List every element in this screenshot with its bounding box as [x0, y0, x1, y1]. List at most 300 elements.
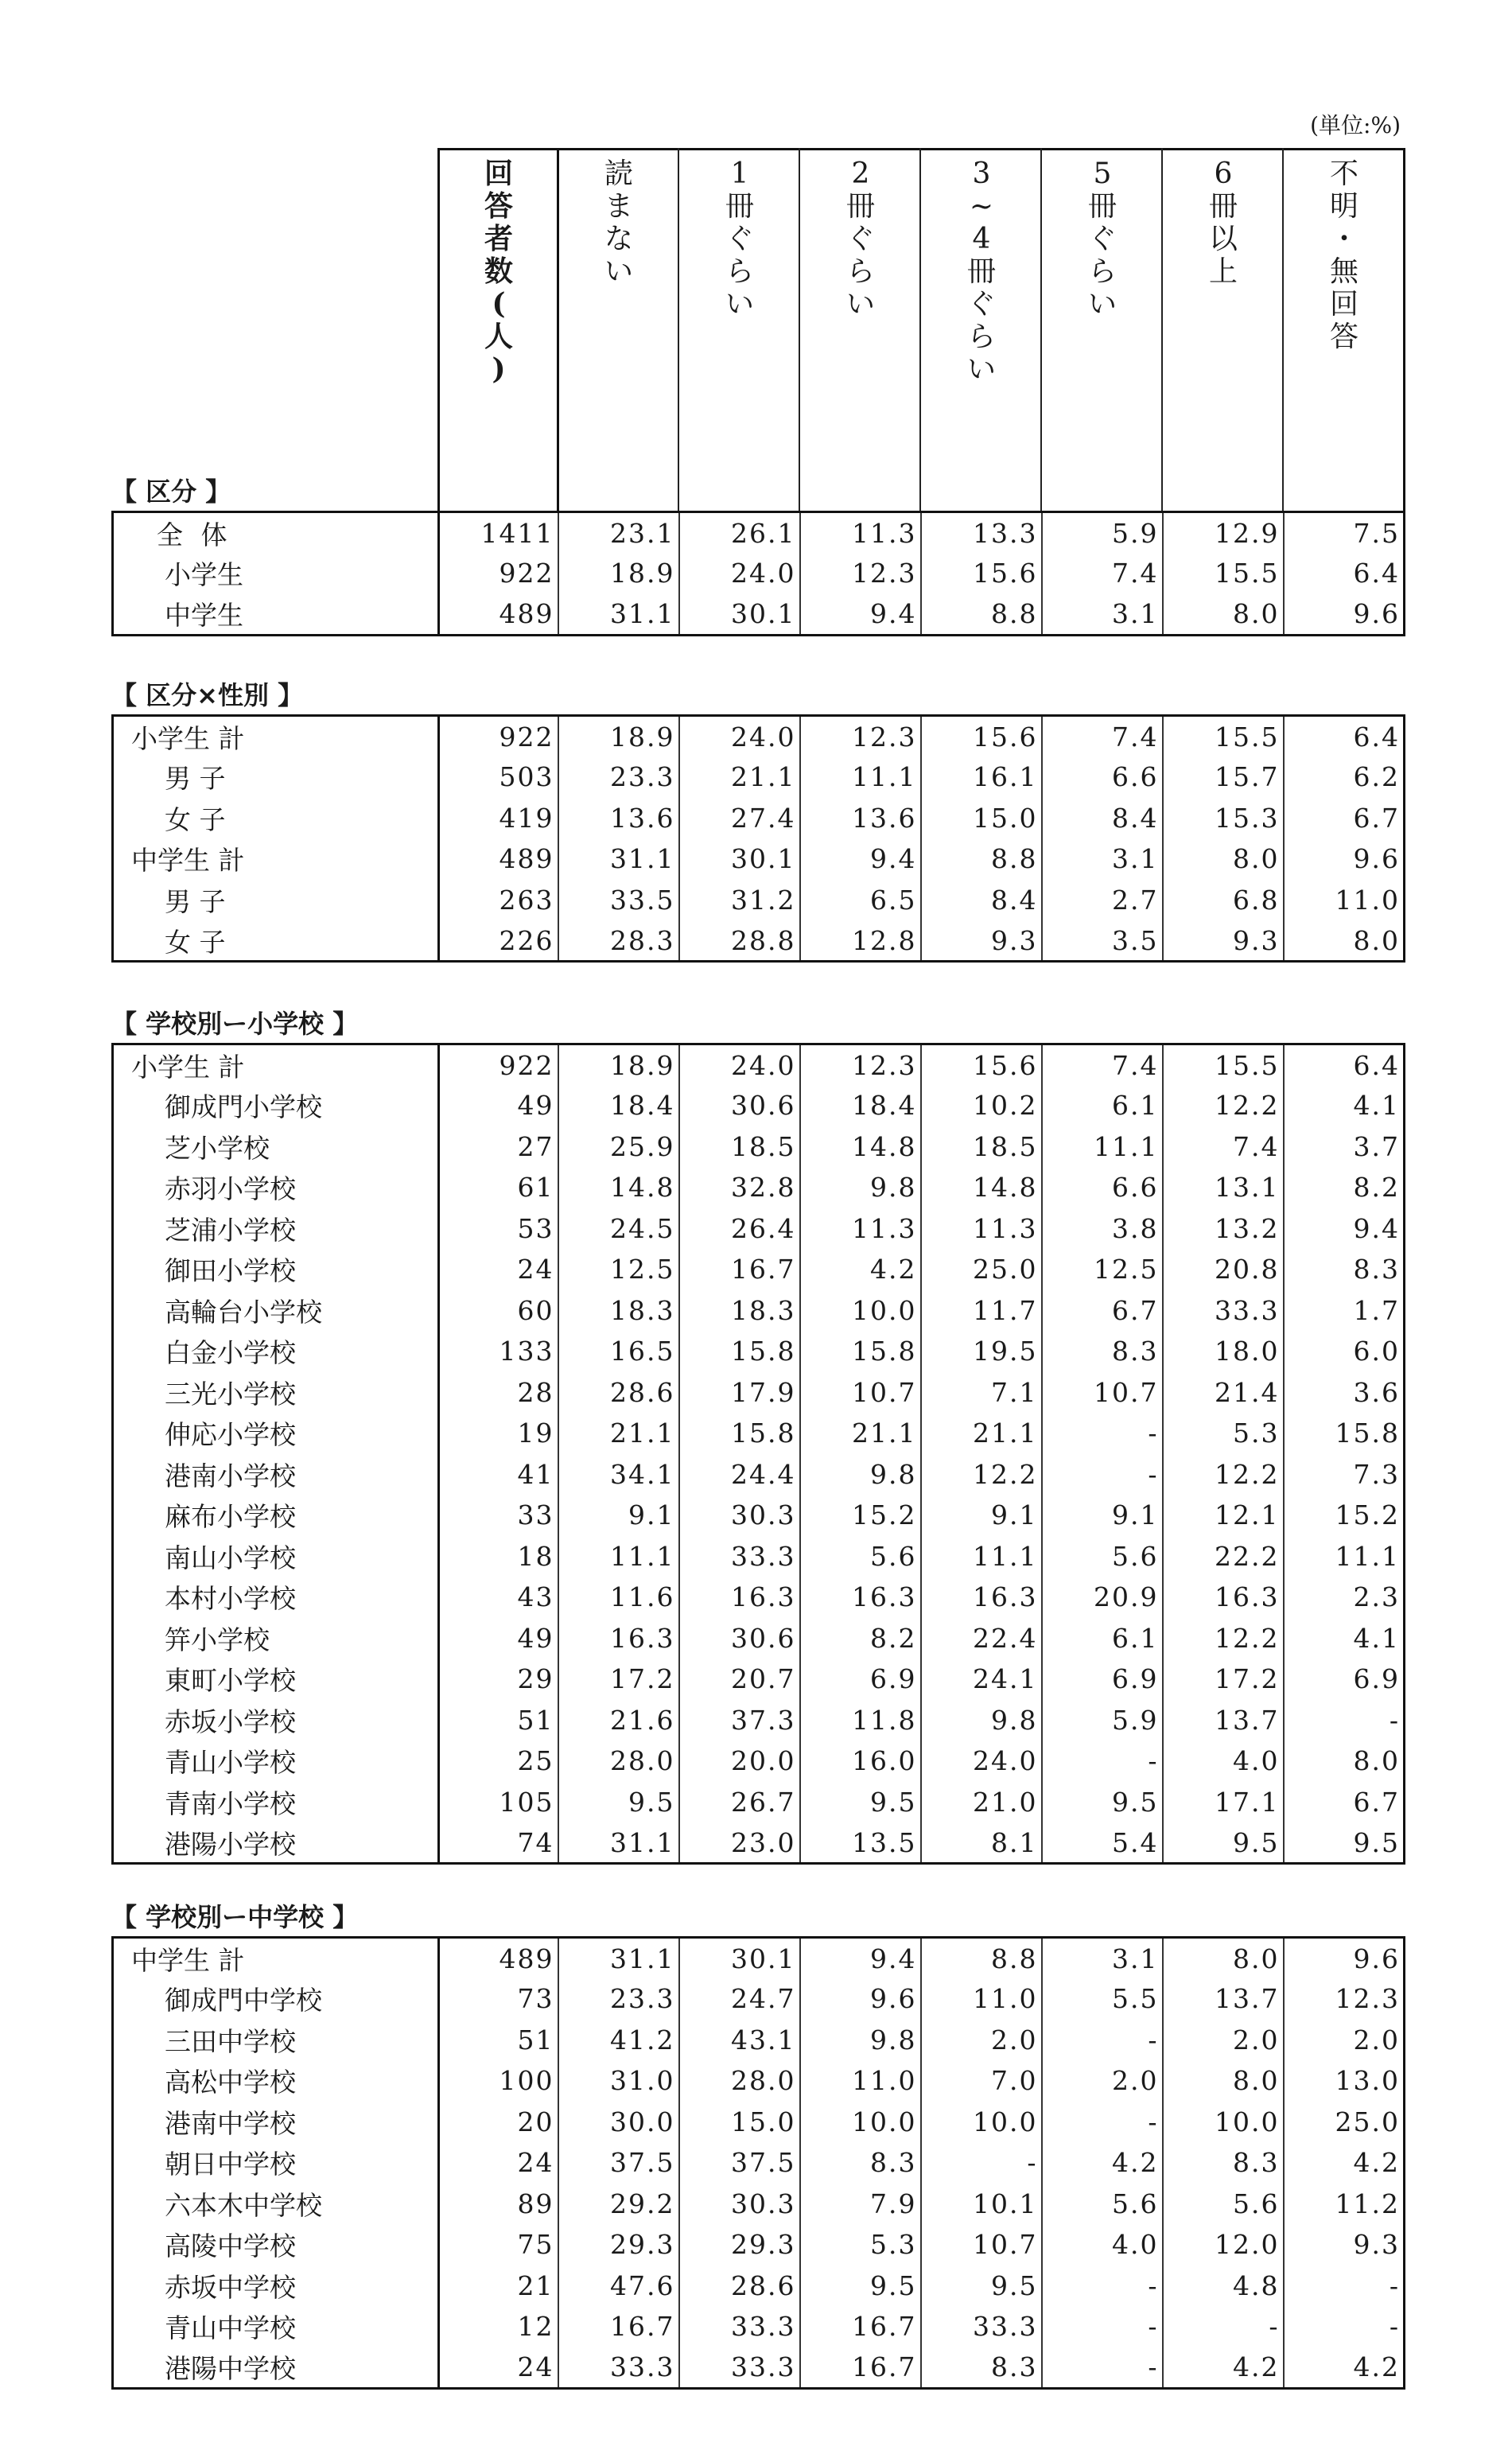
table-row: [113, 1495, 1405, 1536]
table-cell: 20.8: [1163, 1249, 1284, 1290]
table-cell: 16.7: [679, 1249, 800, 1290]
table-cell: 15.8: [800, 1331, 921, 1372]
table-cell: 11.3: [800, 512, 921, 554]
table-cell: 15.5: [1163, 1044, 1284, 1086]
table-row: [113, 1938, 1405, 1979]
table-cell: 14.8: [800, 1126, 921, 1168]
table-cell: 22.2: [1163, 1536, 1284, 1577]
table-cell: 4.2: [1284, 2142, 1405, 2184]
table-cell: 3.5: [1042, 920, 1163, 962]
table-cell: 11.0: [921, 1978, 1042, 2020]
table-cell: 18.9: [558, 553, 679, 594]
table-row: [113, 2102, 1405, 2143]
table-cell: 8.8: [921, 838, 1042, 880]
table-cell: 24.1: [921, 1659, 1042, 1700]
column-header-glyph: 読: [604, 158, 633, 190]
table-cell: 15.6: [921, 553, 1042, 594]
row-label: 中学生 計: [131, 845, 245, 877]
table-cell: 6.1: [1042, 1085, 1163, 1126]
table-cell: 16.3: [679, 1577, 800, 1618]
table-cell: 12.3: [800, 553, 921, 594]
table-cell: 4.2: [1042, 2142, 1163, 2184]
table-cell: 10.0: [800, 1290, 921, 1332]
column-header-glyph: 2: [851, 158, 870, 190]
table-cell: 5.9: [1042, 512, 1163, 554]
table-cell: 2.0: [921, 2020, 1042, 2061]
table-cell: 37.3: [679, 1700, 800, 1741]
table-cell: 8.3: [800, 2142, 921, 2184]
table-cell: 5.3: [1163, 1413, 1284, 1454]
table-cell: 11.1: [921, 1536, 1042, 1577]
section-title: 【 学校別ー中学校 】: [111, 1902, 359, 1932]
table-cell: 7.3: [1284, 1454, 1405, 1495]
table-cell: 27: [439, 1126, 558, 1168]
section-title: 【 区分 】: [111, 476, 231, 507]
table-cell: 15.8: [679, 1413, 800, 1454]
column-header-glyph: ぐ: [966, 288, 996, 321]
section-table: [111, 511, 1405, 636]
table-cell: 9.1: [921, 1495, 1042, 1536]
table-row: [113, 2184, 1405, 2225]
column-header-glyph: 4: [972, 223, 991, 255]
table-cell: 16.3: [1163, 1577, 1284, 1618]
table-cell: 6.4: [1284, 716, 1405, 757]
table-row: [113, 838, 1405, 880]
table-cell: 29.3: [679, 2224, 800, 2265]
table-cell: 13.7: [1163, 1700, 1284, 1741]
table-cell: 3.6: [1284, 1372, 1405, 1414]
row-label: 白金小学校: [165, 1337, 296, 1369]
table-cell: 7.9: [800, 2184, 921, 2225]
table-cell: 29: [439, 1659, 558, 1700]
table-cell: 489: [439, 594, 558, 636]
table-cell: 34.1: [558, 1454, 679, 1495]
table-cell: 9.8: [921, 1700, 1042, 1741]
table-cell: 17.1: [1163, 1782, 1284, 1823]
table-cell: 61: [439, 1167, 558, 1208]
row-label: 男 子: [165, 763, 226, 795]
column-header-glyph: ぐ: [1087, 223, 1117, 255]
table-row: [113, 756, 1405, 798]
table-cell: 23.1: [558, 512, 679, 554]
table-cell: 11.8: [800, 1700, 921, 1741]
table-cell: 23.0: [679, 1822, 800, 1864]
table-cell: -: [1042, 2102, 1163, 2143]
table-cell: 15.8: [679, 1331, 800, 1372]
table-cell: 9.5: [921, 2265, 1042, 2307]
column-header-glyph: ぐ: [845, 223, 875, 255]
column-header-glyph: 回: [1329, 288, 1358, 321]
row-label: 六本木中学校: [165, 2189, 322, 2221]
table-cell: 25.0: [1284, 2102, 1405, 2143]
table-cell: 9.4: [1284, 1208, 1405, 1250]
table-cell: 12.8: [800, 920, 921, 962]
row-label: 女 子: [165, 926, 226, 958]
table-cell: 18.4: [800, 1085, 921, 1126]
table-cell: 18.5: [921, 1126, 1042, 1168]
table-cell: 10.0: [1163, 2102, 1284, 2143]
table-cell: 26.1: [679, 512, 800, 554]
table-row: [113, 512, 1405, 554]
table-row: [113, 1536, 1405, 1577]
table-cell: 15.6: [921, 716, 1042, 757]
table-cell: -: [1042, 2347, 1163, 2389]
table-cell: 41: [439, 1454, 558, 1495]
table-cell: 12.2: [1163, 1618, 1284, 1659]
table-cell: 5.3: [800, 2224, 921, 2265]
table-row: [113, 1577, 1405, 1618]
table-cell: 29.2: [558, 2184, 679, 2225]
table-cell: 33: [439, 1495, 558, 1536]
table-cell: 13.7: [1163, 1978, 1284, 2020]
table-row: [113, 1208, 1405, 1250]
table-row: [113, 716, 1405, 757]
table-cell: 12.2: [1163, 1085, 1284, 1126]
table-cell: 11.1: [800, 756, 921, 798]
table-cell: 24.7: [679, 1978, 800, 2020]
table-cell: 33.5: [558, 880, 679, 921]
table-cell: 12.3: [1284, 1978, 1405, 2020]
table-cell: 53: [439, 1208, 558, 1250]
table-cell: 13.3: [921, 512, 1042, 554]
row-label: 港陽中学校: [165, 2353, 296, 2384]
table-cell: 24.5: [558, 1208, 679, 1250]
table-cell: 18.4: [558, 1085, 679, 1126]
column-header-3: [679, 158, 800, 321]
table-row: [113, 553, 1405, 594]
table-cell: 9.3: [1163, 920, 1284, 962]
table-cell: 24.0: [679, 716, 800, 757]
table-cell: 9.5: [800, 2265, 921, 2307]
table-cell: 30.1: [679, 1938, 800, 1979]
column-header-glyph: 6: [1214, 158, 1233, 190]
column-header-glyph: い: [604, 255, 633, 288]
table-cell: 8.3: [1284, 1249, 1405, 1290]
row-label: 小学生 計: [131, 1051, 245, 1083]
table-row: [113, 1044, 1405, 1086]
table-cell: 14.8: [558, 1167, 679, 1208]
table-cell: 11.1: [1042, 1126, 1163, 1168]
table-cell: 11.0: [800, 2060, 921, 2102]
table-cell: 16.3: [800, 1577, 921, 1618]
table-cell: 15.7: [1163, 756, 1284, 798]
table-cell: 25.0: [921, 1249, 1042, 1290]
table-cell: 5.5: [1042, 1978, 1163, 2020]
column-header-glyph: ら: [725, 255, 754, 288]
table-cell: 21.1: [679, 756, 800, 798]
table-cell: 9.1: [558, 1495, 679, 1536]
table-cell: 24.4: [679, 1454, 800, 1495]
column-header-glyph: 冊: [966, 255, 996, 288]
table-cell: 8.0: [1163, 1938, 1284, 1979]
table-row: [113, 2265, 1405, 2307]
table-cell: 33.3: [1163, 1290, 1284, 1332]
row-label: 女 子: [165, 803, 226, 835]
table-cell: 4.2: [1163, 2347, 1284, 2389]
table-cell: 13.6: [558, 798, 679, 839]
table-cell: 9.6: [1284, 594, 1405, 636]
column-header-glyph: 答: [1329, 321, 1358, 353]
column-header-glyph: 明: [1329, 190, 1358, 223]
column-header-glyph: 数: [484, 255, 513, 288]
table-cell: 19.5: [921, 1331, 1042, 1372]
table-row: [113, 1454, 1405, 1495]
table-cell: 9.5: [1042, 1782, 1163, 1823]
table-cell: 15.5: [1163, 553, 1284, 594]
table-cell: 28.3: [558, 920, 679, 962]
table-cell: 6.8: [1163, 880, 1284, 921]
table-cell: 30.3: [679, 1495, 800, 1536]
table-cell: 33.3: [679, 1536, 800, 1577]
table-cell: 2.3: [1284, 1577, 1405, 1618]
row-label: 南山小学校: [165, 1542, 296, 1573]
table-cell: 15.0: [921, 798, 1042, 839]
table-row: [113, 1659, 1405, 1700]
table-row: [113, 1372, 1405, 1414]
section-title: 【 区分×性別 】: [111, 680, 304, 710]
column-header-glyph: ・: [1329, 223, 1358, 255]
table-cell: 3.1: [1042, 838, 1163, 880]
table-cell: 21.1: [558, 1413, 679, 1454]
table-cell: 10.7: [921, 2224, 1042, 2265]
table-cell: 24.0: [679, 1044, 800, 1086]
row-label: 芝小学校: [165, 1132, 270, 1164]
table-cell: 24: [439, 2347, 558, 2389]
table-cell: 1411: [439, 512, 558, 554]
table-cell: 6.4: [1284, 1044, 1405, 1086]
table-cell: 30.0: [558, 2102, 679, 2143]
table-cell: 11.2: [1284, 2184, 1405, 2225]
table-cell: 9.4: [800, 594, 921, 636]
table-cell: 12.5: [1042, 1249, 1163, 1290]
table-cell: 15.3: [1163, 798, 1284, 839]
table-row: [113, 798, 1405, 839]
row-label: 東町小学校: [165, 1665, 296, 1697]
column-header-glyph: ): [492, 352, 506, 386]
table-cell: 47.6: [558, 2265, 679, 2307]
table-cell: 9.5: [1284, 1822, 1405, 1864]
row-label: 三光小学校: [165, 1378, 296, 1410]
table-cell: 263: [439, 880, 558, 921]
table-cell: -: [1284, 2306, 1405, 2347]
table-cell: 6.9: [800, 1659, 921, 1700]
column-header-glyph: 以: [1208, 223, 1238, 255]
row-label: 御田小学校: [165, 1255, 296, 1287]
table-cell: 8.4: [921, 880, 1042, 921]
column-header: [111, 148, 1405, 512]
table-cell: -: [1042, 2265, 1163, 2307]
table-cell: 12.3: [800, 716, 921, 757]
table-cell: -: [1042, 2020, 1163, 2061]
table-cell: 8.4: [1042, 798, 1163, 839]
table-cell: 12.2: [921, 1454, 1042, 1495]
table-cell: 8.2: [1284, 1167, 1405, 1208]
column-header-glyph: い: [966, 353, 996, 386]
table-cell: 3.1: [1042, 594, 1163, 636]
table-cell: 17.9: [679, 1372, 800, 1414]
table-cell: 21.1: [921, 1413, 1042, 1454]
table-cell: 3.8: [1042, 1208, 1163, 1250]
row-label: 笄小学校: [165, 1624, 270, 1655]
table-cell: 18.3: [679, 1290, 800, 1332]
table-cell: 7.4: [1163, 1126, 1284, 1168]
table-cell: 21: [439, 2265, 558, 2307]
table-row: [113, 594, 1405, 636]
column-header-1: [439, 158, 558, 386]
table-cell: 25: [439, 1740, 558, 1782]
table-cell: 24.0: [679, 553, 800, 594]
table-cell: 15.5: [1163, 716, 1284, 757]
row-label: 朝日中学校: [165, 2149, 296, 2180]
table-cell: 16.3: [921, 1577, 1042, 1618]
column-header-glyph: 答: [484, 189, 513, 223]
column-header-glyph: い: [1087, 288, 1117, 321]
row-label: 小学生: [165, 559, 243, 591]
table-cell: 922: [439, 716, 558, 757]
table-cell: 21.1: [800, 1413, 921, 1454]
row-label: 青山小学校: [165, 1747, 296, 1779]
table-row: [113, 880, 1405, 921]
table-cell: 8.2: [800, 1618, 921, 1659]
column-header-glyph: 3: [972, 158, 991, 190]
table-cell: 7.5: [1284, 512, 1405, 554]
table-cell: 100: [439, 2060, 558, 2102]
column-header-glyph: 冊: [1087, 190, 1117, 223]
table-cell: 28.0: [558, 1740, 679, 1782]
table-row: [113, 1167, 1405, 1208]
table-cell: 21.6: [558, 1700, 679, 1741]
table-cell: 5.6: [1163, 2184, 1284, 2225]
table-cell: 31.1: [558, 1938, 679, 1979]
table-cell: 12.1: [1163, 1495, 1284, 1536]
row-label: 赤坂小学校: [165, 1705, 296, 1737]
table-cell: 27.4: [679, 798, 800, 839]
table-cell: 11.1: [1284, 1536, 1405, 1577]
table-cell: 503: [439, 756, 558, 798]
table-cell: -: [1042, 1413, 1163, 1454]
table-cell: 31.0: [558, 2060, 679, 2102]
column-header-glyph: ま: [604, 190, 633, 223]
table-cell: 30.1: [679, 838, 800, 880]
table-cell: 51: [439, 2020, 558, 2061]
table-row: [113, 1740, 1405, 1782]
table-cell: 33.3: [558, 2347, 679, 2389]
table-cell: -: [1042, 1740, 1163, 1782]
table-cell: 4.2: [800, 1249, 921, 1290]
table-cell: 4.1: [1284, 1085, 1405, 1126]
table-cell: -: [1042, 2306, 1163, 2347]
table-row: [113, 1290, 1405, 1332]
table-cell: 16.3: [558, 1618, 679, 1659]
table-cell: 20.7: [679, 1659, 800, 1700]
table-row: [113, 2020, 1405, 2061]
table-cell: 12.5: [558, 1249, 679, 1290]
table-cell: 2.7: [1042, 880, 1163, 921]
table-cell: 20.9: [1042, 1577, 1163, 1618]
table-cell: 33.3: [679, 2306, 800, 2347]
table-cell: 6.7: [1284, 1782, 1405, 1823]
table-cell: 16.0: [800, 1740, 921, 1782]
table-cell: 9.8: [800, 1454, 921, 1495]
table-cell: 18.3: [558, 1290, 679, 1332]
table-cell: 16.7: [558, 2306, 679, 2347]
table-cell: 18: [439, 1536, 558, 1577]
table-cell: 22.4: [921, 1618, 1042, 1659]
table-cell: 7.4: [1042, 1044, 1163, 1086]
table-cell: 31.1: [558, 838, 679, 880]
table-row: [113, 2060, 1405, 2102]
table-row: [113, 920, 1405, 962]
row-label: 高松中学校: [165, 2067, 296, 2098]
row-label: 高陵中学校: [165, 2230, 296, 2262]
column-header-6: [1042, 158, 1163, 321]
table-cell: 31.1: [558, 594, 679, 636]
table-cell: 10.1: [921, 2184, 1042, 2225]
table-cell: 9.6: [1284, 838, 1405, 880]
table-cell: 6.6: [1042, 756, 1163, 798]
table-cell: 30.6: [679, 1618, 800, 1659]
table-cell: 37.5: [558, 2142, 679, 2184]
column-header-glyph: ら: [966, 321, 996, 353]
table-cell: 18.9: [558, 716, 679, 757]
table-cell: 15.2: [1284, 1495, 1405, 1536]
table-row: [113, 1085, 1405, 1126]
table-cell: 24: [439, 1249, 558, 1290]
table-cell: 41.2: [558, 2020, 679, 2061]
row-label: 男 子: [165, 885, 226, 917]
table-cell: 26.4: [679, 1208, 800, 1250]
table-cell: 9.5: [800, 1782, 921, 1823]
table-row: [113, 1618, 1405, 1659]
column-header-glyph: 回: [484, 157, 513, 190]
table-cell: 20.0: [679, 1740, 800, 1782]
table-cell: 30.3: [679, 2184, 800, 2225]
table-cell: 49: [439, 1618, 558, 1659]
table-cell: 23.3: [558, 756, 679, 798]
table-cell: 7.4: [1042, 553, 1163, 594]
table-row: [113, 1700, 1405, 1741]
table-cell: 1.7: [1284, 1290, 1405, 1332]
table-cell: 9.5: [1163, 1822, 1284, 1864]
column-header-glyph: ら: [845, 255, 875, 288]
table-row: [113, 1126, 1405, 1168]
table-cell: 8.0: [1284, 1740, 1405, 1782]
column-header-glyph: 1: [730, 158, 749, 190]
column-header-5: [921, 158, 1042, 386]
table-cell: 6.7: [1284, 798, 1405, 839]
table-cell: 11.7: [921, 1290, 1042, 1332]
table-cell: 13.1: [1163, 1167, 1284, 1208]
table-cell: 4.8: [1163, 2265, 1284, 2307]
row-label: 芝浦小学校: [165, 1214, 296, 1246]
table-cell: 13.2: [1163, 1208, 1284, 1250]
table-cell: 13.5: [800, 1822, 921, 1864]
table-row: [113, 1249, 1405, 1290]
table-cell: 10.2: [921, 1085, 1042, 1126]
table-cell: 6.5: [800, 880, 921, 921]
table-cell: 10.7: [1042, 1372, 1163, 1414]
table-cell: 15.8: [1284, 1413, 1405, 1454]
column-header-glyph: (: [492, 287, 506, 321]
row-label: 小学生 計: [131, 722, 245, 754]
table-cell: -: [1163, 2306, 1284, 2347]
table-cell: 28.8: [679, 920, 800, 962]
table-row: [113, 1978, 1405, 2020]
table-cell: 6.9: [1284, 1659, 1405, 1700]
table-cell: 9.1: [1042, 1495, 1163, 1536]
table-row: [113, 1413, 1405, 1454]
column-header-glyph: 冊: [845, 190, 875, 223]
